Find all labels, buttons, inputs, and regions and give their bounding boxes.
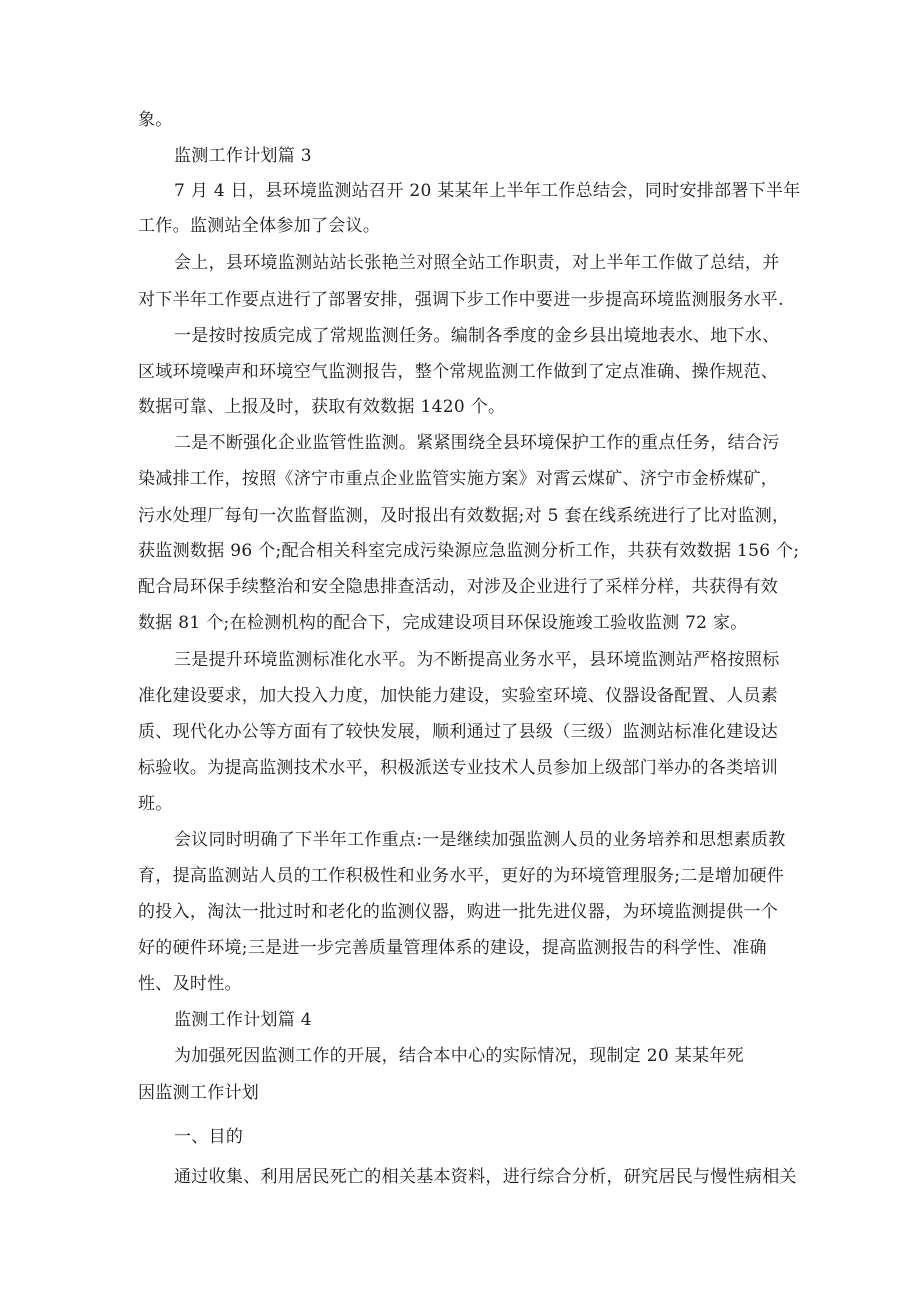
text-line: 三是提升环境监测标准化水平。为不断提高业务水平，县环境监测站严格按照标 xyxy=(174,650,780,670)
text-line: 数据 81 个;在检测机构的配合下，完成建设项目环保设施竣工验收监测 72 家。 xyxy=(138,613,748,633)
text-line: 性、及时性。 xyxy=(138,974,242,994)
text-line: 二是不断强化企业监管性监测。紧紧围绕全县环境保护工作的重点任务，结合污 xyxy=(174,433,780,453)
text-line: 好的硬件环境;三是进一步完善质量管理体系的建设，提高监测报告的科学性、准确 xyxy=(138,938,767,958)
text-line: 一是按时按质完成了常规监测任务。编制各季度的金乡县出境地表水、地下水、 xyxy=(174,326,780,346)
text-line: 育，提高监测站人员的工作积极性和业务水平，更好的为环境管理服务;二是增加硬件 xyxy=(138,866,785,886)
text-line: 通过收集、利用居民死亡的相关基本资料，进行综合分析，研究居民与慢性病相关 xyxy=(174,1167,797,1187)
text-line: 会议同时明确了下半年工作重点:一是继续加强监测人员的业务培养和思想素质教 xyxy=(174,830,786,850)
text-line: 为加强死因监测工作的开展，结合本中心的实际情况，现制定 20 某某年死 xyxy=(174,1046,744,1066)
text-line: 质、现代化办公等方面有了较快发展，顺利通过了县级（三级）监测站标准化建设达 xyxy=(138,722,779,742)
text-line: 的投入，淘汰一批过时和老化的监测仪器，购进一批先进仪器，为环境监测提供一个 xyxy=(138,902,779,922)
text-line: 会上，县环境监测站站长张艳兰对照全站工作职责，对上半年工作做了总结，并 xyxy=(174,253,780,273)
section-heading: 监测工作计划篇 4 xyxy=(174,1010,312,1030)
text-line: 7 月 4 日，县环境监测站召开 20 某某年上半年工作总结会，同时安排部署下半年 xyxy=(174,181,801,201)
text-line: 区域环境噪声和环境空气监测报告，整个常规监测工作做到了定点准确、操作规范、 xyxy=(138,362,779,382)
text-line: 染减排工作，按照《济宁市重点企业监管实施方案》对霄云煤矿、济宁市金桥煤矿， xyxy=(138,469,779,489)
subsection-heading: 一、目的 xyxy=(174,1127,244,1147)
text-line: 工作。监测站全体参加了会议。 xyxy=(138,216,381,236)
text-line: 象。 xyxy=(138,110,173,130)
text-line: 配合局环保手续整治和安全隐患排查活动，对涉及企业进行了采样分样，共获得有效 xyxy=(138,577,779,597)
text-line: 标验收。为提高监测技术水平，积极派送专业技术人员参加上级部门举办的各类培训 xyxy=(138,758,779,778)
text-line: 班。 xyxy=(138,794,173,814)
text-line: 数据可靠、上报及时，获取有效数据 1420 个。 xyxy=(138,397,506,417)
text-line: 因监测工作计划 xyxy=(138,1083,260,1103)
text-line: 准化建设要求，加大投入力度，加快能力建设，实验室环境、仪器设备配置、人员素 xyxy=(138,686,779,706)
text-line: 获监测数据 96 个;配合相关科室完成污染源应急监测分析工作，共获有效数据 156 个; xyxy=(138,541,800,561)
text-line: 污水处理厂每旬一次监督监测，及时报出有效数据;对 5 套在线系统进行了比对监测， xyxy=(138,506,790,526)
text-line: 对下半年工作要点进行了部署安排，强调下步工作中要进一步提高环境监测服务水平. xyxy=(138,290,784,310)
section-heading: 监测工作计划篇 3 xyxy=(174,146,312,166)
